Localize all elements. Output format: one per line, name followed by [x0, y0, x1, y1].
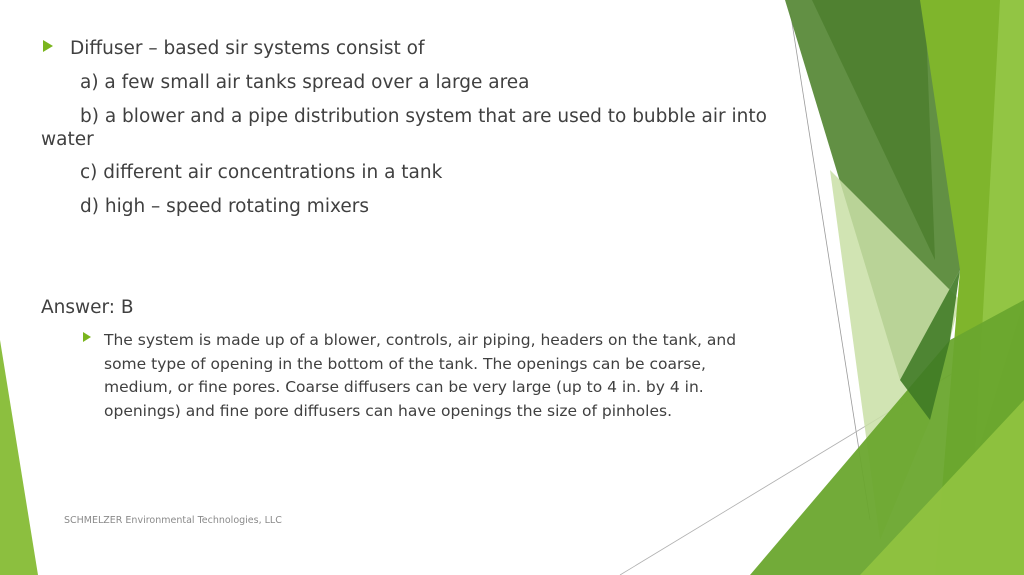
option-d: d) high – speed rotating mixers: [80, 196, 369, 217]
bullet-triangle-icon: [43, 40, 53, 52]
option-c: c) different air concentrations in a tank: [80, 162, 443, 183]
footer-text: SCHMELZER Environmental Technologies, LLC: [64, 515, 282, 526]
sub-bullet-triangle-icon: [83, 332, 91, 342]
option-a: a) a few small air tanks spread over a large area: [80, 72, 530, 93]
option-b-line2: water: [41, 129, 94, 150]
option-b-line1: b) a blower and a pipe distribution system that are used to bubble air into: [80, 106, 767, 127]
answer-explanation: The system is made up of a blower, controls, air piping, headers on the tank, and some type of opening in the bottom of the tank. The openings can be coarse, medium, or fine pores. Coarse diffusers can be very large (up to 4 in. by 4 in. openings) and fine pore diffusers can have openings the size of pinholes.: [104, 331, 737, 420]
answer-label: Answer: B: [41, 297, 134, 318]
question-stem: Diffuser – based sir systems consist of: [70, 38, 425, 59]
